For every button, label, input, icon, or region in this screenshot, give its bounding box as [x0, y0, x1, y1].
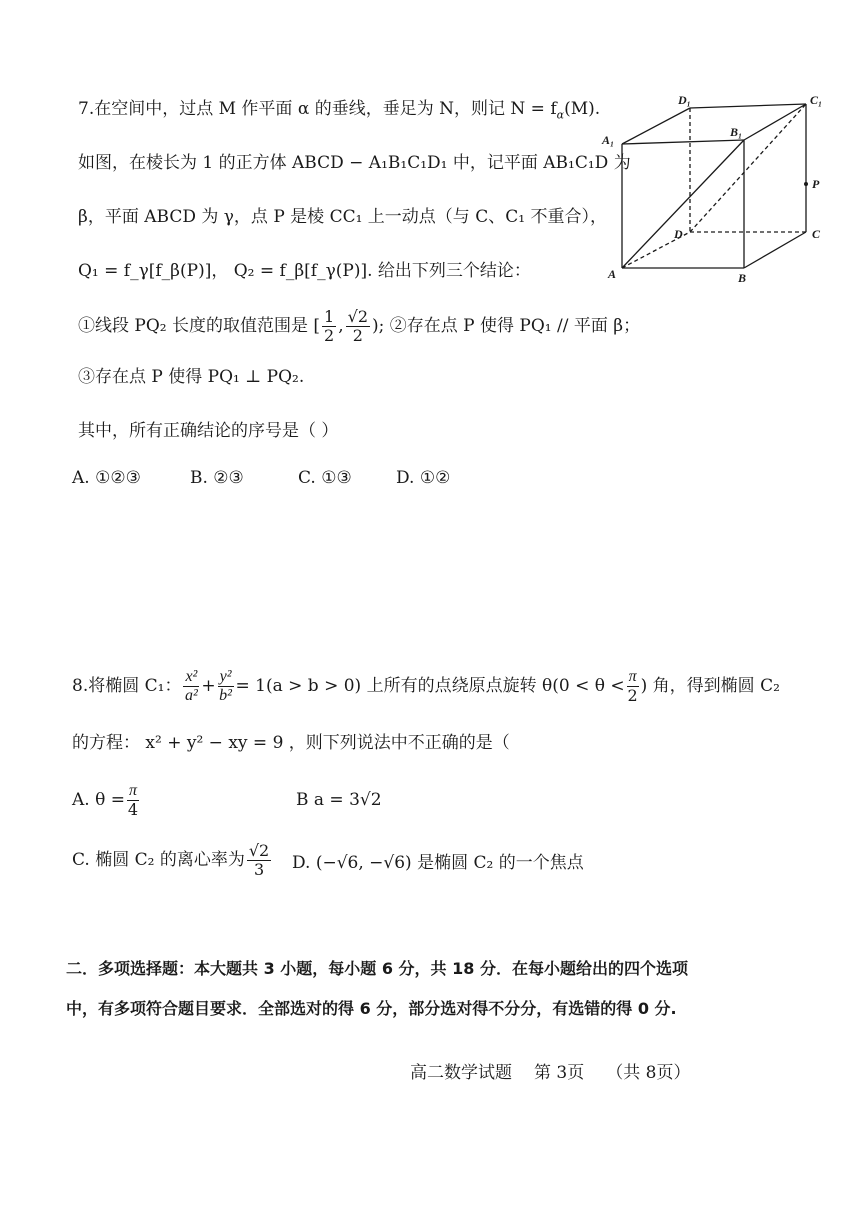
- diagonal-d-c1: [690, 104, 806, 232]
- q8-line-1-post: ) 角，得到椭圆 C₂: [640, 676, 780, 696]
- q8-line-2: 的方程： x² + y² − xy = 9 ，则下列说法中不正确的是（: [72, 733, 510, 753]
- label-b1: B₁: [730, 125, 743, 139]
- q8-line-1-mid: = 1(a > b > 0) 上所有的点绕原点旋转 θ(0 < θ <: [235, 676, 625, 696]
- q7-option-a: A. ①②③: [72, 468, 141, 488]
- frac-den: 2: [627, 686, 638, 705]
- frac-num: x²: [185, 668, 198, 685]
- frac-den: 4: [127, 800, 139, 819]
- label-c1: C₁: [810, 93, 823, 107]
- fraction-y2-b2: [218, 668, 234, 705]
- frac-num: π: [128, 782, 137, 799]
- diagonal-a-b1: [622, 140, 744, 268]
- label-d: D: [674, 227, 683, 241]
- frac-num: y²: [219, 668, 232, 685]
- q8-option-a-pre: A. θ =: [72, 790, 125, 810]
- edge-b-c: [744, 232, 806, 268]
- edge-a1-d1: [622, 108, 690, 144]
- q7-line-5-post: ); ②存在点 P 使得 PQ₁ // 平面 β；: [372, 316, 641, 336]
- q7-option-d: D. ①②: [396, 468, 451, 488]
- fraction-pi-4: [127, 782, 139, 819]
- fraction-sqrt2-3: [247, 842, 271, 879]
- frac-den: 2: [352, 326, 363, 345]
- label-d1: D₁: [678, 93, 691, 107]
- fraction-one-half: [322, 308, 336, 345]
- q7-line-4: Q₁ = f_γ[f_β(P)]， Q₂ = f_β[f_γ(P)]. 给出下列三个结论：: [78, 261, 531, 281]
- footer-page: 第 3页: [534, 1063, 585, 1083]
- q7-option-b: B. ②③: [190, 468, 244, 488]
- frac-den: 2: [324, 326, 335, 345]
- footer-total: （共 8页）: [606, 1063, 691, 1083]
- plus-sign: +: [201, 676, 216, 696]
- section-2-line-1: 二．多项选择题：本大题共 3 小题，每小题 6 分，共 18 分．在每小题给出的四个选项: [66, 959, 688, 978]
- q8-option-a: [72, 778, 141, 822]
- label-b: B: [738, 271, 747, 285]
- edge-d1-c1: [690, 104, 806, 108]
- frac-num: π: [628, 668, 637, 685]
- q7-line-2: 如图，在棱长为 1 的正方体 ABCD − A₁B₁C₁D₁ 中，记平面 AB₁C₁D 为: [78, 153, 631, 173]
- fraction-sqrt2-over-2: [346, 308, 370, 345]
- q7-line-1-text: 7.在空间中，过点 M 作平面 α 的垂线，垂足为 N，则记 N = f: [78, 99, 557, 119]
- frac-num: 1: [324, 307, 335, 326]
- frac-den: b²: [219, 687, 232, 704]
- frac-num: √2: [347, 307, 369, 326]
- q7-line-5-pre: ①线段 PQ₂ 长度的取值范围是 [: [78, 316, 321, 336]
- q7-line-1-tail: (M).: [564, 99, 601, 119]
- label-a1: A₁: [602, 133, 615, 147]
- edge-a1-b1: [622, 140, 744, 144]
- point-p: [804, 182, 808, 186]
- q7-line-7: 其中，所有正确结论的序号是（ ）: [78, 421, 339, 441]
- q8-option-c: [72, 838, 273, 882]
- label-c: C: [812, 227, 821, 241]
- q7-line-1: [78, 98, 600, 126]
- q7-line-1-sub: α: [556, 108, 565, 122]
- q8-option-b: B a = 3√2: [296, 790, 382, 810]
- q8-option-c-pre: C. 椭圆 C₂ 的离心率为: [72, 850, 245, 870]
- label-p: P: [812, 177, 820, 191]
- q8-line-1: [72, 664, 780, 708]
- q8-line-1-pre: 8.将椭圆 C₁：: [72, 676, 182, 696]
- q7-line-3: β，平面 ABCD 为 γ，点 P 是棱 CC₁ 上一动点（与 C、C₁ 不重合），: [78, 207, 607, 227]
- q7-option-c: C. ①③: [298, 468, 352, 488]
- frac-den: 3: [253, 860, 265, 879]
- q7-line-5: [78, 306, 640, 346]
- frac-num: √2: [248, 841, 270, 860]
- label-a: A: [608, 267, 617, 281]
- fraction-pi-2: [627, 668, 639, 705]
- q7-line-6: ③存在点 P 使得 PQ₁ ⊥ PQ₂.: [78, 367, 305, 387]
- fraction-x2-a2: [183, 668, 199, 705]
- section-2-line-2: 中，有多项符合题目要求．全部选对的得 6 分，部分选对得不分分，有选错的得 0 分.: [66, 999, 677, 1018]
- cube-figure: [598, 92, 838, 292]
- edge-b1-c1: [744, 104, 806, 140]
- footer-subject: 高二数学试题: [410, 1063, 512, 1083]
- page-footer: [410, 1058, 712, 1083]
- frac-den: a²: [185, 687, 198, 704]
- q8-option-d: D. (−√6, −√6) 是椭圆 C₂ 的一个焦点: [292, 853, 584, 873]
- q7-line-5-comma: ,: [338, 316, 344, 336]
